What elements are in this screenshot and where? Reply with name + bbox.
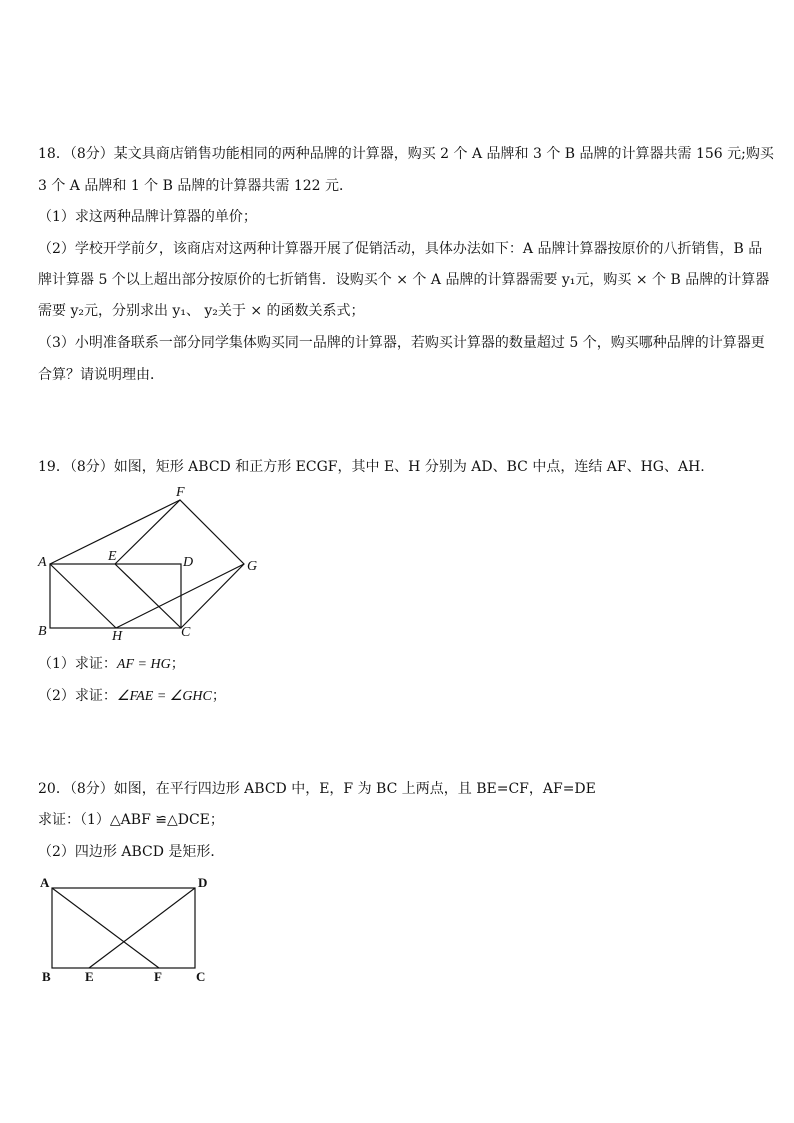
q18-line-3: （1）求这两种品牌计算器的单价；	[38, 209, 257, 225]
label-c: C	[181, 625, 191, 640]
q19-part-1	[38, 655, 185, 674]
label-f: F	[176, 485, 185, 500]
q19-part-2-prefix: （2）求证：	[38, 688, 117, 704]
q19-figure	[30, 478, 270, 646]
rect-abcd	[50, 564, 181, 628]
q19-line-1: 19．（8分）如图，矩形 ABCD 和正方形 ECGF，其中 E、H 分别为 AD、BC 中点，连结 AF、HG、AH.	[38, 459, 705, 475]
q19-part-1-math: AF = HG	[116, 657, 171, 672]
q20-line-3: （2）四边形 ABCD 是矩形．	[38, 844, 225, 860]
label-a-q20: A	[40, 875, 50, 890]
label-f-q20: F	[154, 969, 162, 984]
label-a: A	[38, 555, 47, 570]
q19-part-2	[38, 687, 226, 706]
label-d-q20: D	[198, 875, 208, 890]
label-g: G	[247, 559, 258, 574]
label-c-q20: C	[196, 969, 206, 984]
label-e-q20: E	[85, 969, 94, 984]
label-e: E	[108, 549, 117, 564]
q19-part-1-prefix: （1）求证：	[38, 656, 117, 672]
label-b-q20: B	[42, 969, 51, 984]
label-b: B	[38, 624, 47, 639]
q18-line-6: 需要 y₂元，分别求出 y₁、 y₂关于 × 的函数关系式；	[38, 303, 365, 319]
q18-line-5: 牌计算器 5 个以上超出部分按原价的七折销售．设购买个 × 个 A 品牌的计算器需要 y₁元，购买 × 个 B 品牌的计算器	[38, 272, 770, 288]
label-h: H	[112, 629, 123, 644]
q18-line-8: 合算？请说明理由．	[38, 367, 164, 383]
q18-line-2: 3 个 A 品牌和 1 个 B 品牌的计算器共需 122 元．	[38, 178, 353, 194]
q19-part-2-math: ∠FAE = ∠GHC	[116, 689, 212, 704]
q18-line-4: （2）学校开学前夕，该商店对这两种计算器开展了促销活动，具体办法如下：A 品牌计算器按原价的八折销售，B 品	[38, 241, 763, 257]
segment-ah	[50, 564, 116, 628]
q20-figure	[30, 870, 220, 990]
q18-line-7: （3）小明准备联系一部分同学集体购买同一品牌的计算器，若购买计算器的数量超过 5 个，购买哪种品牌的计算器更	[38, 335, 765, 351]
rect-abcd-q20	[52, 888, 195, 968]
q19-part-1-suffix: ；	[170, 656, 185, 672]
q19-part-2-suffix: ；	[211, 688, 226, 704]
q20-line-2: 求证：（1）△ABF ≌△DCE；	[38, 812, 224, 828]
segment-hg	[116, 564, 244, 628]
q18-line-1: 18．（8分）某文具商店销售功能相同的两种品牌的计算器，购买 2 个 A 品牌和 3 个 B 品牌的计算器共需 156 元;购买	[38, 146, 774, 162]
q20-line-1: 20．（8分）如图，在平行四边形 ABCD 中，E，F 为 BC 上两点，且 BE=CF，AF=DE	[38, 781, 596, 797]
label-d: D	[183, 555, 194, 570]
segment-ec	[115, 564, 181, 628]
